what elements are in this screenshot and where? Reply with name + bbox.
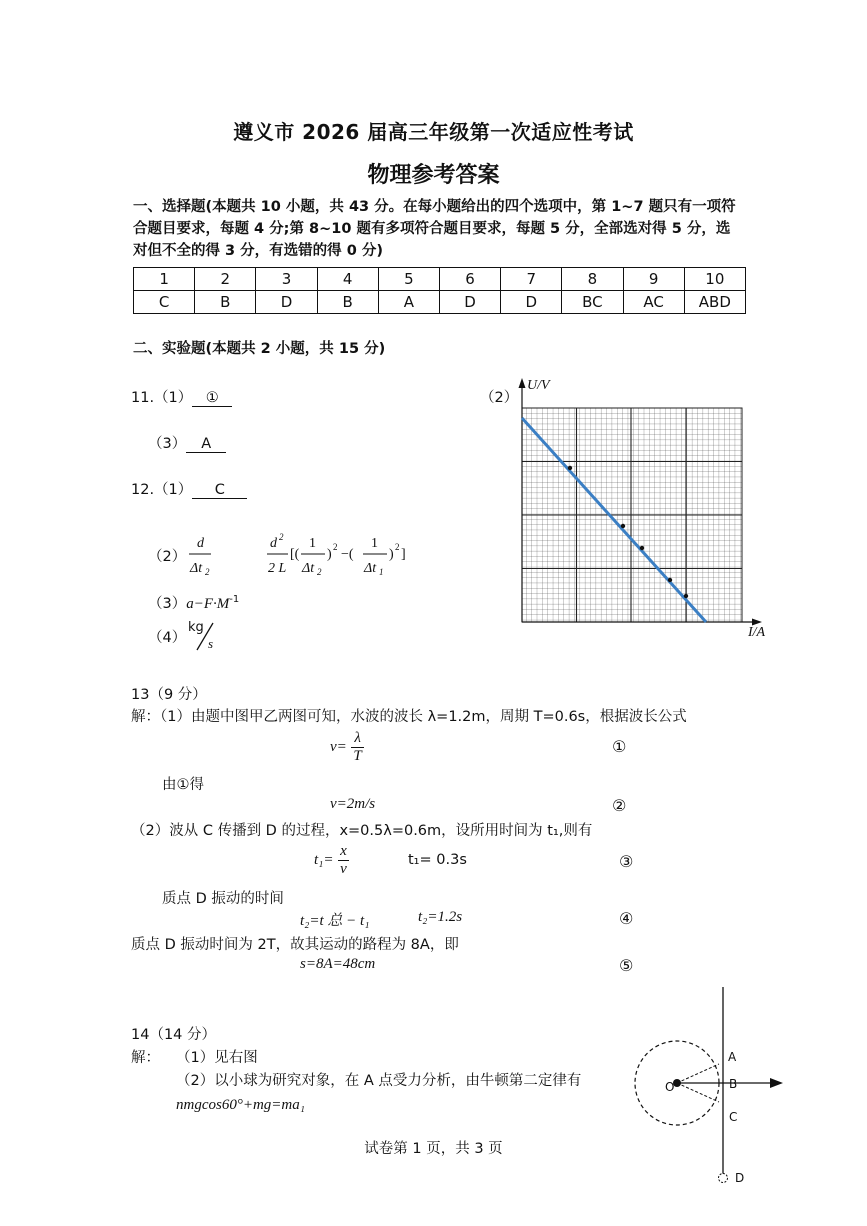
q13-eq4-left: t₂=t 总 − t₁ [300, 913, 370, 929]
page-subtitle: 物理参考答案 [367, 163, 500, 188]
q12-3-sup: -1 [229, 594, 240, 606]
q13-eq5: s=8A=48cm [300, 956, 376, 972]
ui-graph [510, 376, 770, 641]
q11-3 [148, 432, 226, 453]
q12-3-label: （3） [148, 596, 187, 612]
table-cell-number: 1 [134, 268, 195, 291]
q12-2-label: （2） [148, 549, 187, 565]
table-cell-answer: B [195, 291, 256, 314]
q12-3-answer: a−F·M [186, 596, 230, 612]
svg-text:1: 1 [379, 567, 384, 577]
svg-text:2: 2 [205, 567, 210, 577]
q14-line1: （1）见右图 [176, 1050, 258, 1066]
q13-line4: 质点 D 振动的时间 [162, 891, 284, 907]
q13-line2: 由①得 [162, 777, 204, 793]
table-cell-number: 8 [562, 268, 623, 291]
q13-eq3-num: x [340, 843, 347, 859]
q13-eq3-left: t₁= [314, 852, 334, 868]
q14-prefix: 解： [131, 1050, 160, 1066]
svg-text:d: d [270, 536, 277, 551]
q13-eq4-mark: ④ [619, 909, 634, 928]
table-cell-number: 4 [317, 268, 378, 291]
arrow-head [770, 1078, 783, 1088]
q12-1-answer: C [192, 482, 247, 499]
q12-2-formulas [185, 530, 425, 582]
graph-y-arrow [519, 378, 526, 388]
table-cell-number: 7 [501, 268, 562, 291]
answer-table-number-row [134, 268, 746, 291]
svg-text:2: 2 [395, 542, 400, 552]
fig-label-b: B [729, 1077, 738, 1091]
svg-text:]: ] [401, 547, 406, 562]
q11-1 [131, 386, 232, 407]
table-cell-answer: B [317, 291, 378, 314]
q14-heading: 14（14 分） [131, 1027, 217, 1043]
q13-eq5-mark: ⑤ [619, 956, 634, 975]
svg-text:[(: [( [290, 547, 300, 562]
svg-text:Δt: Δt [190, 561, 203, 576]
q13-eq1-num: λ [351, 730, 363, 748]
q12-3 [148, 592, 239, 613]
fig-label-d: D [735, 1171, 745, 1185]
svg-text:2: 2 [279, 532, 284, 542]
unit-denominator: s [208, 636, 214, 651]
fig-label-o: O [665, 1080, 675, 1094]
radius-line-a [677, 1064, 719, 1083]
section2-heading: 二、实验题(本题共 2 小题，共 15 分) [133, 341, 386, 357]
radius-line-c [677, 1083, 719, 1102]
table-cell-answer: D [439, 291, 500, 314]
answer-table-answer-row [134, 291, 746, 314]
q13-line5: 质点 D 振动时间为 2T，故其运动的路程为 8A，即 [131, 937, 459, 953]
svg-text:): ) [389, 547, 394, 562]
svg-text:): ) [327, 547, 332, 562]
q13-line1: 解：（1）由题中图甲乙两图可知，水波的波长 λ=1.2m，周期 T=0.6s，根据波长公式 [131, 709, 687, 725]
point-d-marker [719, 1174, 728, 1183]
q13-heading: 13（9 分） [131, 687, 207, 703]
table-cell-answer: BC [562, 291, 623, 314]
q12-4-label: （4） [148, 630, 187, 646]
q14-line2: （2）以小球为研究对象，在 A 点受力分析，由牛顿第二定律有 [176, 1073, 582, 1089]
q13-eq1-den: T [353, 748, 362, 764]
q12-1-label: 12.（1） [131, 482, 193, 498]
q13-eq3-den: v [340, 861, 347, 877]
q12-1 [131, 478, 247, 499]
graph-x-label: I/A [748, 625, 766, 640]
q13-eq1-left: v= [330, 739, 347, 755]
table-cell-answer: D [501, 291, 562, 314]
page-footer: 试卷第 1 页，共 3 页 [364, 1141, 503, 1157]
q13-eq2: v=2m/s [330, 796, 376, 812]
table-cell-number: 9 [623, 268, 684, 291]
answer-table [133, 267, 746, 314]
unit-numerator: kg [188, 620, 204, 635]
table-cell-answer: AC [623, 291, 684, 314]
q13-line3: （2）波从 C 传播到 D 的过程，x=0.5λ=0.6m，设所用时间为 t₁,则有 [131, 823, 593, 839]
svg-text:2 L: 2 L [268, 561, 287, 576]
q13-eq1-mark: ① [612, 737, 627, 756]
q11-2-label: （2） [480, 390, 519, 406]
table-cell-number: 6 [439, 268, 500, 291]
svg-text:−(: −( [341, 547, 354, 562]
fig-label-a: A [728, 1050, 737, 1064]
table-cell-answer: ABD [684, 291, 745, 314]
q13-eq2-mark: ② [612, 796, 627, 815]
table-cell-answer: A [378, 291, 439, 314]
q11-3-answer: A [186, 436, 226, 453]
svg-text:2: 2 [333, 542, 338, 552]
svg-text:Δt: Δt [302, 561, 315, 576]
svg-text:1: 1 [309, 536, 316, 551]
table-cell-answer: D [256, 291, 317, 314]
graph-y-label: U/V [527, 378, 550, 393]
fig-label-c: C [729, 1110, 738, 1124]
q14-eq1: nmgcos60°+mg=ma₁ [176, 1097, 305, 1113]
q13-eq3-mark: ③ [619, 852, 634, 871]
table-cell-answer: C [134, 291, 195, 314]
q11-1-answer: ① [192, 390, 232, 407]
q13-eq1-frac [351, 730, 363, 765]
table-cell-number: 10 [684, 268, 745, 291]
svg-text:2: 2 [317, 567, 322, 577]
svg-text:Δt: Δt [364, 561, 377, 576]
table-cell-number: 2 [195, 268, 256, 291]
q13-eq1 [330, 730, 364, 765]
svg-text:d: d [197, 536, 204, 551]
unit-slash [186, 620, 226, 654]
q13-eq3 [314, 843, 349, 878]
q12-4-unit [186, 620, 226, 654]
q14-figure [615, 985, 795, 1195]
table-cell-number: 3 [256, 268, 317, 291]
q13-eq3-right: t₁= 0.3s [408, 852, 467, 868]
q13-eq3-frac [338, 843, 349, 878]
q11-1-label: 11.（1） [131, 390, 193, 406]
exam-title: 遵义市 2026 届高三年级第一次适应性考试 [233, 120, 634, 144]
table-cell-number: 5 [378, 268, 439, 291]
q13-eq4-right: t₂=1.2s [418, 909, 463, 925]
svg-text:1: 1 [371, 536, 378, 551]
section1-heading: 一、选择题(本题共 10 小题，共 43 分。在每小题给出的四个选项中，第 1~7 题只有一项符合题目要求，每题 4 分;第 8~10 题有多项符合题目要求，每题 5 分，全部选对得 5 分，选对但不全的得 3 分，有选错的得 0 分) [133, 199, 736, 259]
q11-3-label: （3） [148, 436, 187, 452]
